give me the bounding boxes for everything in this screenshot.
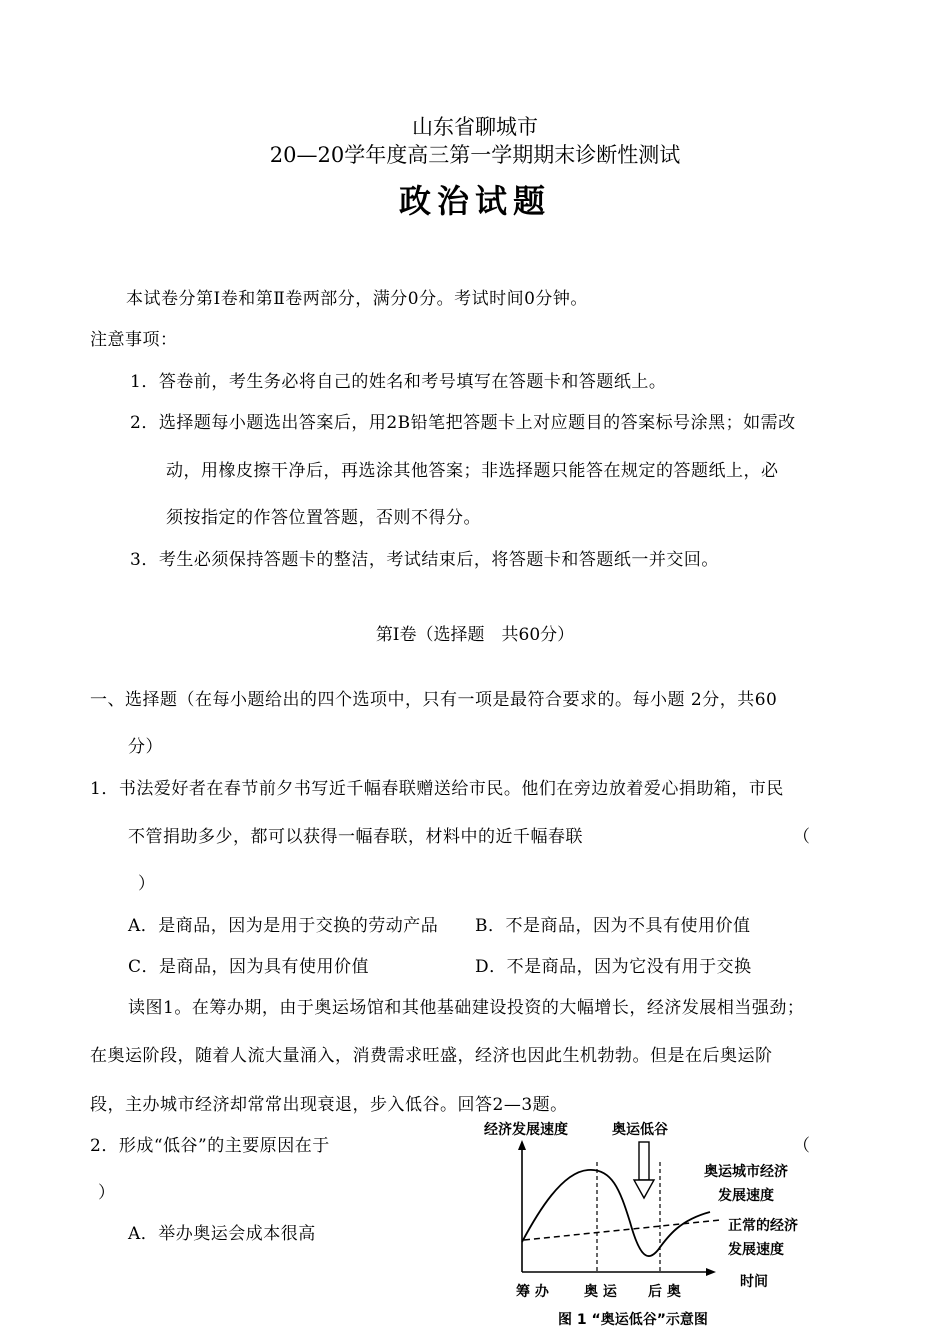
- option-b: B．不是商品，因为不具有使用价值: [475, 916, 751, 936]
- option-a: A．是商品，因为是用于交换的劳动产品: [128, 916, 439, 936]
- material-text: 段，主办城市经济却常常出现衰退，步入低谷。回答2—3题。: [90, 1095, 568, 1115]
- normal-growth-line: [524, 1220, 720, 1240]
- notice-item: 1．答卷前，考生务必将自己的姓名和考号填写在答题卡和答题纸上。: [130, 372, 667, 392]
- normal-label: 发展速度: [728, 1242, 784, 1258]
- material-text: 读图1。在筹办期，由于奥运场馆和其他基础建设投资的大幅增长，经济发展相当强劲；: [128, 998, 805, 1018]
- answer-paren-open: （: [793, 1136, 811, 1156]
- curve-label: 发展速度: [718, 1188, 774, 1204]
- phase-label: 后 奥: [648, 1284, 681, 1300]
- y-axis-label: 经济发展速度: [484, 1122, 568, 1138]
- phase-label: 奥 运: [584, 1284, 617, 1300]
- header-region: 山东省聊城市: [412, 115, 538, 139]
- section-title: 第Ⅰ卷（选择题 共60分）: [375, 625, 575, 645]
- part-heading-continued: 分）: [128, 737, 163, 757]
- answer-paren-close: ）: [138, 874, 156, 894]
- olympic-city-curve: [522, 1170, 710, 1256]
- option-d: D．不是商品，因为它没有用于交换: [475, 957, 752, 977]
- curve-label: 奥运城市经济: [704, 1164, 788, 1180]
- part-heading: 一、选择题（在每小题给出的四个选项中，只有一项是最符合要求的。每小题 2分，共60: [90, 690, 778, 710]
- notice-item-continued: 须按指定的作答位置答题，否则不得分。: [166, 508, 481, 528]
- y-axis-arrow-icon: [518, 1140, 526, 1150]
- x-axis-arrow-icon: [706, 1268, 716, 1276]
- normal-label: 正常的经济: [728, 1218, 798, 1234]
- answer-paren-close: ）: [98, 1183, 116, 1203]
- page-title: 政治试题: [398, 182, 551, 220]
- answer-paren-open: （: [793, 827, 811, 847]
- question-2-stem: 2．形成“低谷”的主要原因在于: [90, 1136, 330, 1156]
- valley-label: 奥运低谷: [612, 1122, 668, 1138]
- phase-label: 筹 办: [516, 1284, 549, 1300]
- notice-item: 2．选择题每小题选出答案后，用2B铅笔把答题卡上对应题目的答案标号涂黑；如需改: [130, 413, 796, 433]
- option-c: C．是商品，因为具有使用价值: [128, 957, 370, 977]
- material-text: 在奥运阶段，随着人流大量涌入，消费需求旺盛，经济也因此生机勃勃。但是在后奥运阶: [90, 1046, 773, 1066]
- figure-caption: 图 1 “奥运低谷”示意图: [558, 1312, 708, 1328]
- olympic-valley-figure: [470, 1112, 850, 1334]
- notice-item: 3．考生必须保持答题卡的整洁，考试结束后，将答题卡和答题纸一并交回。: [130, 550, 719, 570]
- question-1-stem-continued: 不管捐助多少，都可以获得一幅春联，材料中的近千幅春联: [128, 827, 583, 847]
- notice-heading: 注意事项：: [90, 330, 178, 350]
- exam-statement: 本试卷分第Ⅰ卷和第Ⅱ卷两部分，满分0分。考试时间0分钟。: [126, 289, 588, 309]
- exam-name: 20—20学年度高三第一学期期末诊断性测试: [269, 143, 681, 167]
- down-arrow-icon: [634, 1142, 654, 1198]
- x-axis-label: 时间: [740, 1274, 768, 1290]
- option-a: A．举办奥运会成本很高: [128, 1224, 316, 1244]
- question-1-stem: 1．书法爱好者在春节前夕书写近千幅春联赠送给市民。他们在旁边放着爱心捐助箱，市民: [90, 779, 784, 799]
- notice-item-continued: 动，用橡皮擦干净后，再选涂其他答案；非选择题只能答在规定的答题纸上，必: [166, 461, 779, 481]
